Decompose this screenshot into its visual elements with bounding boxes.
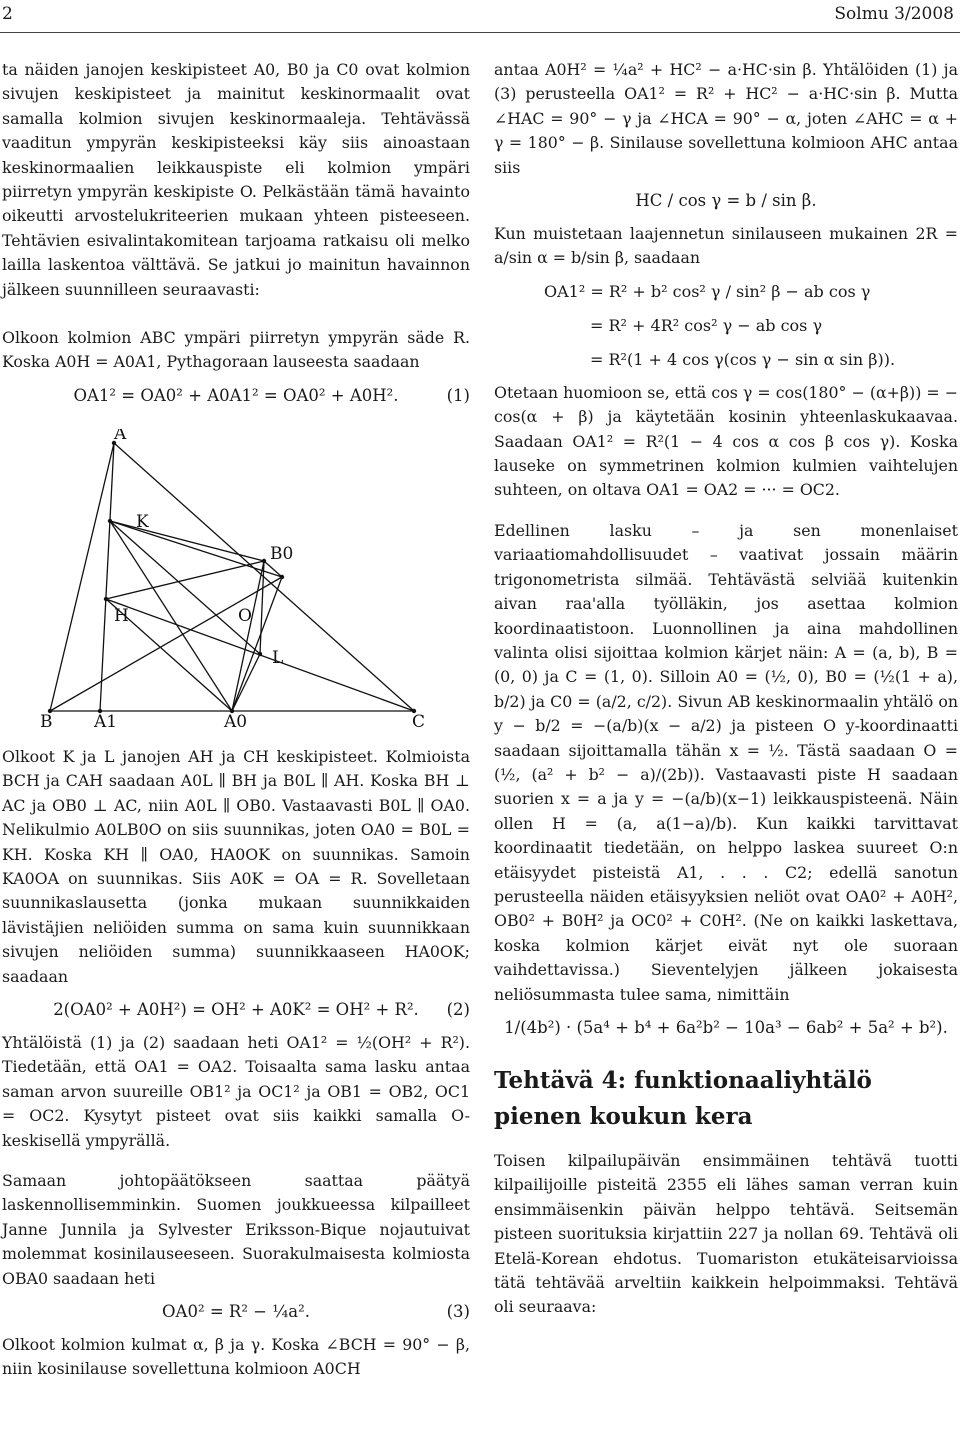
- label-c: C: [412, 711, 426, 729]
- equation-2: [2, 995, 470, 1025]
- paragraph: Toisen kilpailupäivän ensimmäinen tehtävä tuotti kilpailijoille pisteitä 2355 eli lähes saman verran kuin ensimmäisenkin päivän helppo tehtävä. Seitsemän pisteen suorituksia kirjattiin 227 ja nollan 69. Tehtävä oli Etelä-Korean ehdotus. Tuomariston etukäteisarvioissa tätä tehtävää arveltiin kaikkein helpoimmaksi. Tehtävä oli seuraava:: [494, 1151, 958, 1317]
- equation-3: [2, 1297, 470, 1327]
- right-column: [494, 58, 958, 1320]
- label-b0: B0: [270, 543, 294, 564]
- equation-1: [2, 381, 470, 411]
- equation-line: = R² + 4R² cos² γ − ab cos γ: [590, 315, 823, 335]
- section-heading: Tehtävä 4: funktionaaliyhtälö pienen koukun kera: [494, 1067, 872, 1130]
- equation-text: 1/(4b²) · (5a⁴ + b⁴ + 6a²b² − 10a³ − 6ab² + 5a² + b²).: [504, 1018, 948, 1037]
- paragraph: antaa A0H² = ¼a² + HC² − a·HC·sin β. Yhtälöiden (1) ja (3) perusteella OA1² = R² + HC² − a·HC·sin β. Mutta ∠HAC = 90° − γ ja ∠HCA = 90° − α, joten ∠AHC = α + γ = 180° − β. Sinilause sovellettuna kolmioon AHC antaa siis: [494, 60, 958, 177]
- label-a: A: [114, 428, 127, 444]
- paragraph: Kun muistetaan laajennetun sinilauseen mukainen 2R = a/sin α = b/sin β, saadaan: [494, 224, 958, 268]
- header-rule: [0, 32, 960, 33]
- equation-sine-law: [494, 186, 958, 216]
- left-column: [2, 58, 470, 1382]
- equation-number: (1): [446, 385, 470, 405]
- paragraph: Olkoon kolmion ABC ympäri piirretyn ympyrän säde R. Koska A0H = A0A1, Pythagoraan lauseesta saadaan: [2, 328, 470, 372]
- equation-number: (2): [446, 999, 470, 1019]
- equation-line: = R²(1 + 4 cos γ(cos γ − sin α sin β)).: [590, 349, 896, 369]
- equation-number: (3): [446, 1302, 470, 1321]
- label-k: K: [136, 511, 149, 532]
- label-l: L: [272, 647, 284, 668]
- label-b: B: [40, 711, 53, 729]
- page-number: 2: [2, 4, 13, 24]
- equation-text: OA1² = OA0² + A0A1² = OA0² + A0H².: [73, 385, 399, 405]
- equation-final: [494, 1013, 958, 1043]
- label-o: O: [238, 605, 252, 626]
- label-a1: A1: [94, 711, 118, 729]
- paragraph: Olkoot K ja L janojen AH ja CH keskipisteet. Kolmioista BCH ja CAH saadaan A0L ∥ BH ja B0L ∥ AH. Koska BH ⊥ AC ja OB0 ⊥ AC, niin A0L ∥ OB0. Vastaavasti B0L ∥ OA0. Nelikulmio A0LB0O on siis suunnikas, joten OA0 = B0L = KH. Koska KH ∥ OA0, HA0OK on suunnikas. Samoin KA0OA on suunnikas. Siis A0K = OA = R. Sovelletaan suunnikaslausetta (jonka mukaan suunnikkaiden lävistäjien neliöiden summa on sama kuin suunnikkaan sivujen neliöiden summa) suunnikkaaseen HA0OK; saadaan: [2, 746, 470, 986]
- equation-text: HC / cos γ = b / sin β.: [635, 191, 817, 211]
- equation-line: OA1² = R² + b² cos² γ / sin² β − ab cos γ: [544, 281, 871, 301]
- label-a0: A0: [224, 711, 248, 729]
- paragraph: Yhtälöistä (1) ja (2) saadaan heti OA1² = ½(OH² + R²). Tiedetään, että OA1 = OA2. Toisaalta sama lasku antaa saman arvon suureille OB1² ja OC1² ja OB1 = OB2, OC1 = OC2. Kysytyt pisteet ovat siis kaikki samalla O-keskisellä ympyrällä.: [2, 1032, 470, 1150]
- equation-text: 2(OA0² + A0H²) = OH² + A0K² = OH² + R².: [53, 999, 419, 1019]
- journal-issue: Solmu 3/2008: [834, 4, 954, 24]
- paragraph: Edellinen lasku – ja sen monenlaiset variaatiomahdollisuudet – vaativat jossain määrin trigonometrista silmää. Tehtävästä selviää kuitenkin aivan raa'alla työlläkin, jos asettaa kolmion koordinaatistoon. Luonnollinen ja aina mahdollinen valinta olisi sijoittaa kolmion kärjet näin: A = (a, b), B = (0, 0) ja C = (1, 0). Silloin A0 = (½, 0), B0 = (½(1 + a), b/2) ja C0 = (a/2, c/2). Sivun AB keskinormaalin yhtälö on y − b/2 = −(a/b)(x − a/2) ja pisteen O y-koordinaatti saadaan sijoittamalla tähän x = ½. Tästä saadaan O = (½, (a² + b² − a)/(2b)). Vastaavasti piste H saadaan suorien x = a ja y = −(a/b)(x−1) leikkauspisteenä. Näin ollen H = (a, a(1−a)/b). Kun kaikki tarvittavat koordinaatit tiedetään, on helppo laskea suureet O:n etäisyydet pisteistä A1, . . . C2; edellä sanotun perusteella näiden etäisyyksien neliöt ovat OA0² + A0H², OB0² + B0H² ja OC0² + C0H². (Ne on kaikki laskettava, koska kolmion kärjet eivät nyt ole suoraan vaihdettavissa.) Sieventelyjen jälkeen jokaisesta neliösummasta tulee sama, nimittäin: [494, 520, 958, 1004]
- paragraph: Otetaan huomioon se, että cos γ = cos(180° − (α+β)) = − cos(α + β) ja käytetään kosinin yhteenlaskukaavaa. Saadaan OA1² = R²(1 − 4 cos α cos β cos γ). Koska lauseke on symmetrinen kolmion kulmien vaihtelujen suhteen, on oltava OA1 = OA2 = ··· = OC2.: [494, 382, 958, 500]
- paragraph: Samaan johtopäätökseen saattaa päätyä laskennollisemminkin. Suomen joukkueessa kilpailleet Janne Junnila ja Sylvester Eriksson-Bique nojautuivat molemmat kosinilauseeseen. Suorakulmaisesta kolmiosta OBA0 saadaan heti: [2, 1170, 470, 1288]
- paragraph: Olkoot kolmion kulmat α, β ja γ. Koska ∠BCH = 90° − β, niin kosinilause sovellettuna kolmioon A0CH: [2, 1335, 470, 1379]
- page-header: [0, 4, 960, 30]
- paragraph: ta näiden janojen keskipisteet A0, B0 ja C0 ovat kolmion sivujen keskipisteet ja mainitut keskinormaalit ovat samalla kolmion sivujen keskinormaaleja. Tehtävässä vaaditun ympyrän keskipisteeksi käy siis ainoastaan keskinormaalien leikkauspiste eli kolmion ympäri piirretyn ympyrän keskipiste O. Pelkästään tämä havainto oikeutti arvostelukriteerien mukaan yhteen pisteeseen. Tehtävien esivalintakomitean tarjoama ratkaisu oli melko lailla laskentoa välttävä. Se jatkui jo mainitun havainnon jälkeen suunnilleen seuraavasti:: [2, 60, 470, 299]
- triangle-figure: [2, 429, 470, 733]
- equation-array: [544, 275, 958, 377]
- triangle-diagram: [2, 429, 470, 729]
- label-h: H: [114, 605, 129, 626]
- equation-text: OA0² = R² − ¼a².: [162, 1302, 310, 1321]
